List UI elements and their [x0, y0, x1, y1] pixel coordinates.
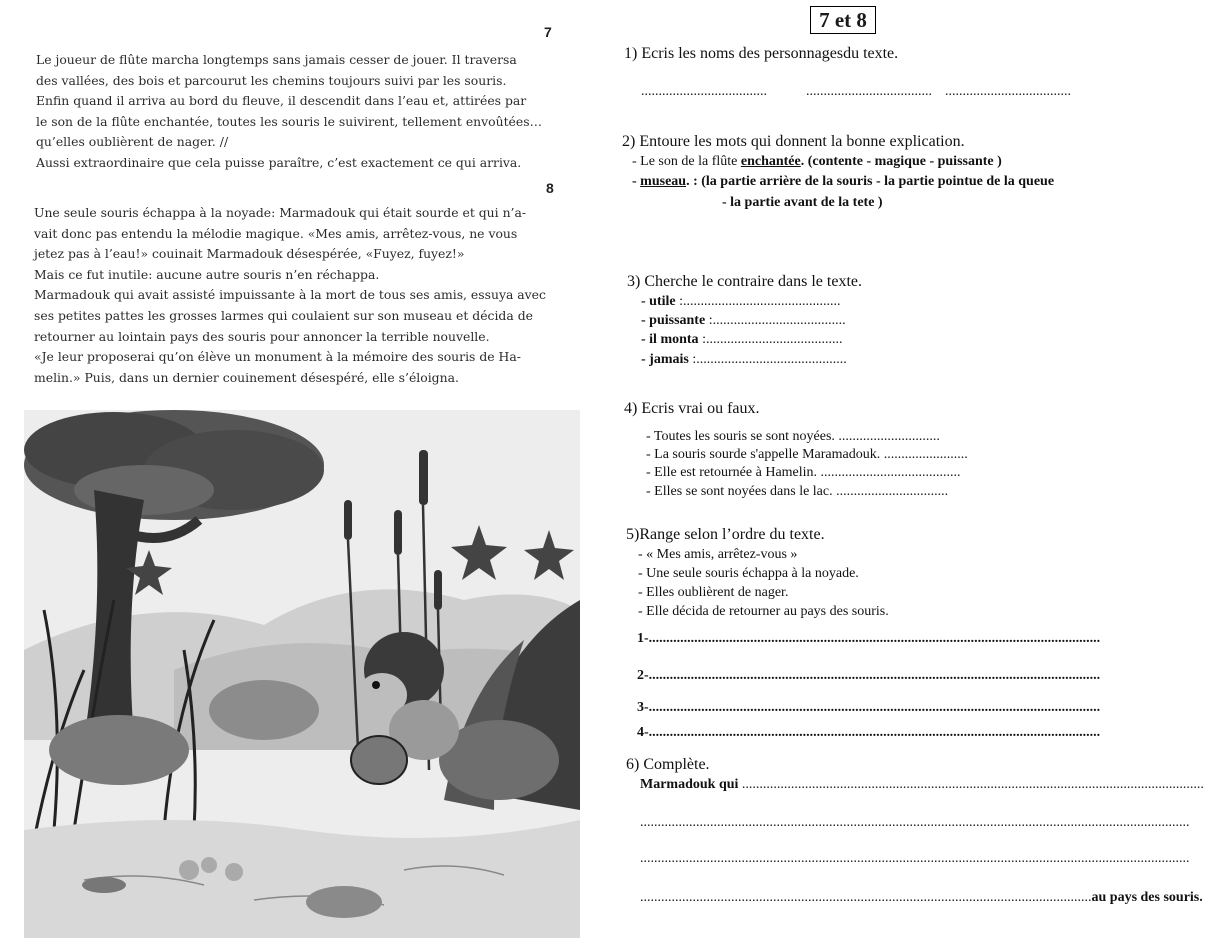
opposite-item: [641, 352, 847, 368]
story-line: «Je leur proposerai qu’on élève un monument à la mémoire des souris de Ha-: [34, 349, 521, 365]
q2-word-museau: museau: [640, 174, 687, 189]
question-5-label: 5)Range selon l’ordre du texte.: [626, 526, 825, 543]
q2-line2-choices: . : (la partie arrière de la souris - la partie pointue de la queue: [686, 174, 1055, 189]
story-line: Aussi extraordinaire que cela puisse paraître, c’est exactement ce qui arriva.: [36, 154, 522, 170]
question-1-label: 1) Ecris les noms des personnagesdu texte.: [624, 45, 899, 62]
order-answer-line: 1-.................................................................................................................................: [637, 631, 1101, 646]
question-2-line-2: [632, 174, 1054, 190]
order-answer-line: 3-.................................................................................................................................: [637, 700, 1101, 715]
question-4-label: 4) Ecris vrai ou faux.: [624, 400, 760, 417]
order-item: - Une seule souris échappa à la noyade.: [638, 566, 859, 581]
page-number-8: 8: [546, 180, 554, 196]
order-item: - Elle décida de retourner au pays des souris.: [638, 604, 889, 619]
true-false-item: - Elle est retournée à Hamelin. ........................................: [646, 465, 961, 480]
story-line: des vallées, des bois et parcourut les chemins toujours suivi par les souris.: [36, 72, 507, 88]
answer-blank: ....................................: [945, 84, 1071, 99]
opposite-word: - jamais: [641, 352, 689, 367]
story-line: qu’elles oublièrent de nager. //: [36, 134, 229, 150]
complete-end-text: au pays des souris.: [1091, 890, 1203, 905]
mouse-by-river-illustration: [24, 410, 580, 938]
opposite-blank: :.............................................: [675, 294, 841, 309]
answer-blank: ....................................: [641, 84, 767, 99]
story-line: Enfin quand il arriva au bord du fleuve, il descendit dans l’eau et, attirées par: [36, 93, 527, 109]
order-answer-line: 4-.................................................................................................................................: [637, 725, 1101, 740]
question-6-label: 6) Complète.: [626, 756, 710, 773]
story-line: Le joueur de flûte marcha longtemps sans jamais cesser de jouer. Il traversa: [36, 52, 517, 67]
opposite-item: [641, 313, 846, 329]
true-false-item: - La souris sourde s'appelle Maramadouk. ........................: [646, 447, 968, 462]
q2-word-enchantee: enchantée: [740, 154, 801, 169]
complete-blank: .................................................................................................................................: [640, 890, 1092, 905]
story-line: retourner au lointain pays des souris pour annoncer la terrible nouvelle.: [34, 328, 490, 344]
q2-line2-prefix: -: [632, 174, 641, 189]
opposite-word: - utile: [641, 294, 676, 309]
complete-line-last: [640, 890, 1203, 906]
story-line: Marmadouk qui avait assisté impuissante à la mort de tous ses amis, essuya avec: [34, 287, 546, 303]
question-2-line-3: - la partie avant de la tete ): [722, 195, 883, 210]
story-line: ses petites pattes les grosses larmes qui coulaient sur son museau et décida de: [34, 307, 533, 323]
story-line: melin.» Puis, dans un dernier couinement désespéré, elle s’éloigna.: [34, 369, 459, 385]
question-2-label: 2) Entoure les mots qui donnent la bonne explication.: [622, 133, 965, 150]
opposite-item: [641, 294, 841, 310]
illustration-drawing: [24, 410, 580, 938]
complete-blank: ....................................................................................................................................: [738, 777, 1204, 792]
complete-blank-line: .............................................................................................................................................................: [640, 851, 1190, 866]
opposite-word: - il monta: [641, 332, 699, 347]
opposite-word: - puissante: [641, 313, 706, 328]
opposite-item: [641, 332, 842, 348]
story-page-8: [34, 203, 594, 388]
opposite-blank: :......................................: [705, 313, 846, 328]
story-line: Mais ce fut inutile: aucune autre souris n’en réchappa.: [34, 266, 380, 282]
story-page-7: [36, 50, 596, 174]
page-number-7: 7: [544, 24, 552, 40]
question-3-label: 3) Cherche le contraire dans le texte.: [627, 273, 862, 290]
q2-line1-choices: . (contente - magique - puissante ): [800, 154, 1002, 169]
story-line: jetez pas à l’eau!» couinait Marmadouk désespérée, «Fuyez, fuyez!»: [34, 246, 465, 262]
complete-blank-line: .............................................................................................................................................................: [640, 815, 1190, 830]
true-false-item: - Elles se sont noyées dans le lac. ................................: [646, 484, 949, 499]
complete-start-text: Marmadouk qui: [640, 777, 739, 792]
q2-line1-prefix: - Le son de la flûte: [632, 154, 741, 169]
opposite-blank: :...........................................: [688, 352, 847, 367]
order-item: - « Mes amis, arrêtez-vous »: [638, 547, 798, 562]
order-item: - Elles oublièrent de nager.: [638, 585, 789, 600]
complete-line-1: [640, 777, 1204, 793]
true-false-item: - Toutes les souris se sont noyées. .............................: [646, 429, 940, 444]
story-line: Une seule souris échappa à la noyade: Marmadouk qui était sourde et qui n’a-: [34, 205, 527, 220]
order-answer-line: 2-.................................................................................................................................: [637, 668, 1101, 683]
answer-blank: ....................................: [806, 84, 932, 99]
opposite-blank: :.......................................: [698, 332, 843, 347]
story-line: vait donc pas entendu la mélodie magique. «Mes amis, arrêtez-vous, ne vous: [34, 225, 518, 241]
story-line: le son de la flûte enchantée, toutes les souris le suivirent, tellement envoûtées…: [36, 113, 542, 129]
worksheet-title: 7 et 8: [810, 6, 876, 34]
question-2-line-1: [632, 154, 1002, 170]
